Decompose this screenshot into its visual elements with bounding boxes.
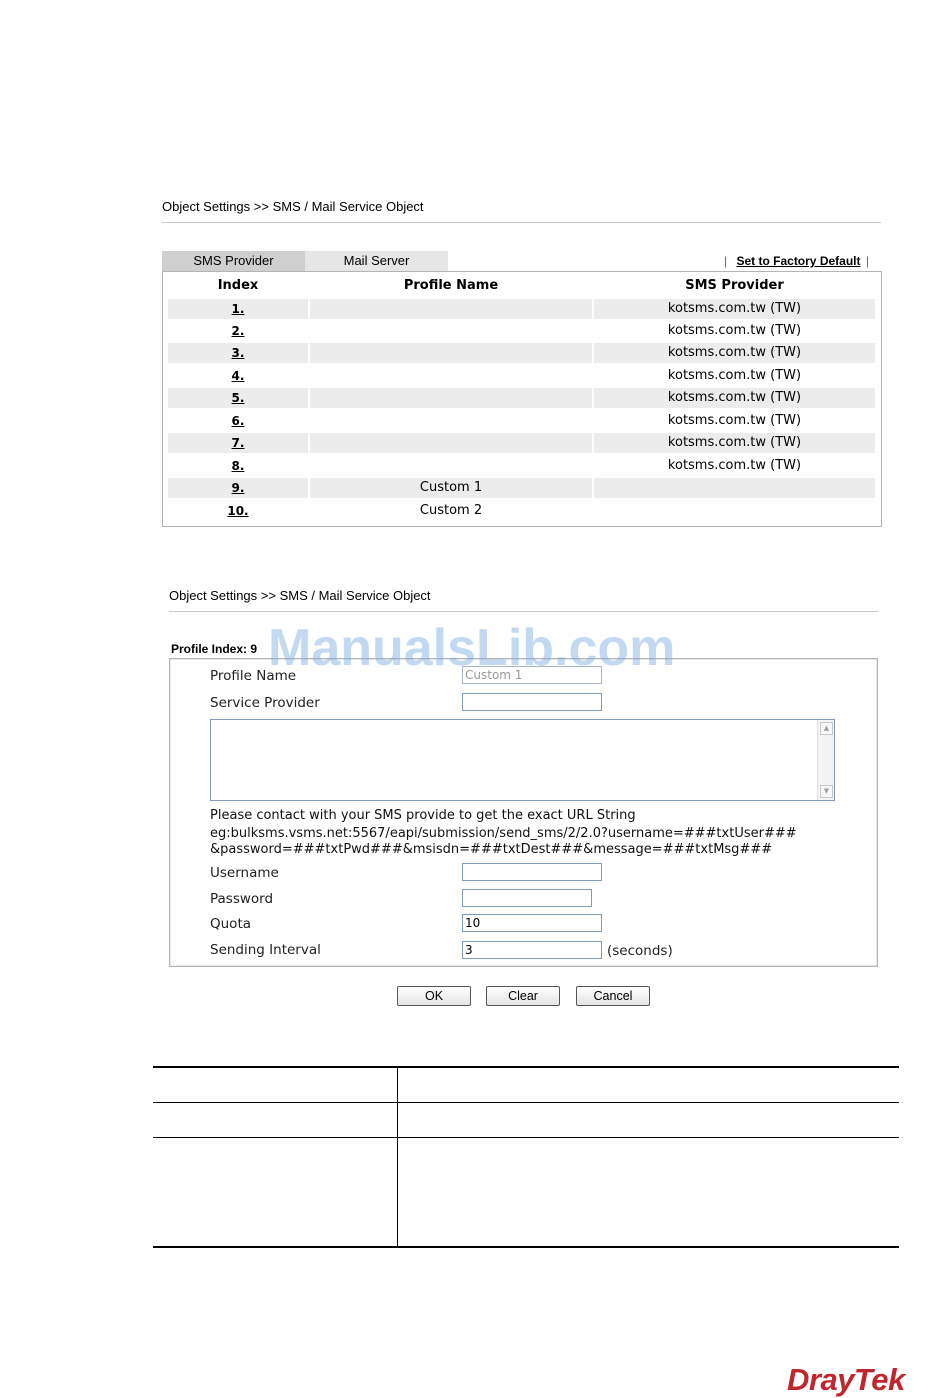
index-link[interactable]: 5. [231, 391, 245, 405]
table-row [168, 433, 875, 453]
table-row [168, 343, 875, 363]
table-row [168, 366, 875, 386]
doc-table-column-divider [397, 1067, 398, 1248]
quota-label: Quota [210, 916, 252, 932]
column-header-index: Index [217, 278, 259, 293]
index-cell [168, 388, 308, 408]
profile-name-cell: Custom 2 [419, 503, 483, 518]
url-example-line-2: &password=###txtPwd###&msisdn=###txtDest###&message=###txtMsg### [210, 842, 773, 857]
index-cell [168, 343, 308, 363]
divider [162, 222, 881, 223]
profile-name-cell [310, 343, 592, 363]
password-input[interactable] [462, 889, 592, 907]
sms-provider-cell: kotsms.com.tw (TW) [594, 388, 875, 408]
table-row [168, 478, 875, 498]
sms-provider-cell: kotsms.com.tw (TW) [594, 343, 875, 363]
password-label: Password [210, 891, 274, 907]
doc-table-row-rule [153, 1102, 899, 1103]
table-row [168, 299, 875, 319]
index-cell [168, 478, 308, 498]
clear-button[interactable]: Clear [486, 986, 560, 1006]
index-cell [168, 321, 308, 341]
sms-provider-cell [594, 501, 875, 521]
sms-provider-cell: kotsms.com.tw (TW) [667, 458, 802, 473]
table-row [168, 321, 875, 341]
index-link[interactable]: 9. [231, 481, 245, 495]
sms-provider-cell: kotsms.com.tw (TW) [594, 299, 875, 319]
breadcrumb-list: Object Settings >> SMS / Mail Service Object [162, 199, 424, 214]
service-provider-label: Service Provider [210, 695, 320, 711]
sms-provider-cell [594, 478, 875, 498]
index-link[interactable]: 10. [227, 504, 249, 518]
quota-input[interactable] [462, 914, 602, 932]
profile-index-label: Profile Index: 9 [171, 642, 258, 656]
profile-name-cell [310, 456, 592, 476]
profile-name-cell [310, 388, 592, 408]
sms-provider-cell: kotsms.com.tw (TW) [667, 323, 802, 338]
profile-name-cell [310, 321, 592, 341]
draytek-logo: DrayTek [787, 1362, 905, 1397]
tab-mail-server[interactable]: Mail Server [305, 251, 448, 271]
index-cell [168, 299, 308, 319]
index-link[interactable]: 4. [231, 369, 245, 383]
cancel-button[interactable]: Cancel [576, 986, 650, 1006]
watermark: ManualsLib.com [268, 619, 676, 677]
separator: | [724, 254, 728, 268]
sms-provider-cell: kotsms.com.tw (TW) [667, 413, 802, 428]
index-link[interactable]: 8. [231, 459, 245, 473]
index-link[interactable]: 3. [231, 346, 245, 360]
index-cell [168, 501, 308, 521]
table-row [168, 456, 875, 476]
profile-name-cell: Custom 1 [310, 478, 592, 498]
table-row [168, 501, 875, 521]
index-link[interactable]: 7. [231, 436, 245, 450]
profile-name-label: Profile Name [210, 668, 297, 684]
url-hint-text: Please contact with your SMS provide to get the exact URL String [210, 808, 636, 823]
profile-name-cell [310, 411, 592, 431]
doc-table-bottom-rule [153, 1246, 899, 1248]
index-cell [168, 456, 308, 476]
index-cell [168, 366, 308, 386]
index-link[interactable]: 6. [231, 414, 245, 428]
scroll-up-icon[interactable]: ▲ [820, 722, 833, 735]
column-header-sms-provider: SMS Provider [685, 278, 784, 293]
sms-provider-cell: kotsms.com.tw (TW) [667, 368, 802, 383]
profile-name-cell [310, 366, 592, 386]
table-row [168, 411, 875, 431]
column-header-profile-name: Profile Name [403, 278, 499, 293]
service-provider-input[interactable] [462, 693, 602, 711]
url-example-line-1: eg:bulksms.vsms.net:5567/eapi/submission/send_sms/2/2.0?username=###txtUser### [210, 826, 797, 841]
index-link[interactable]: 1. [231, 302, 245, 316]
doc-table-row-rule [153, 1137, 899, 1138]
tab-sms-provider[interactable]: SMS Provider [162, 251, 305, 271]
ok-button[interactable]: OK [397, 986, 471, 1006]
username-label: Username [210, 865, 279, 881]
scroll-down-icon[interactable]: ▼ [820, 785, 833, 798]
breadcrumb-form: Object Settings >> SMS / Mail Service Object [169, 588, 431, 603]
username-input[interactable] [462, 863, 602, 881]
index-cell [168, 433, 308, 453]
seconds-unit-label: (seconds) [607, 943, 673, 959]
profile-name-cell [310, 299, 592, 319]
factory-default-wrapper [724, 254, 869, 268]
sms-provider-cell: kotsms.com.tw (TW) [594, 433, 875, 453]
doc-table-top-rule [153, 1066, 899, 1068]
sending-interval-input[interactable] [462, 941, 602, 959]
url-string-textarea[interactable] [210, 719, 835, 801]
separator: | [865, 254, 869, 268]
index-link[interactable]: 2. [231, 324, 245, 338]
sending-interval-label: Sending Interval [210, 942, 321, 958]
textarea-scrollbar[interactable] [817, 720, 834, 800]
table-row [168, 388, 875, 408]
divider [169, 611, 878, 612]
index-cell [168, 411, 308, 431]
profile-name-cell [310, 433, 592, 453]
set-to-factory-default-link[interactable]: Set to Factory Default [736, 254, 861, 268]
